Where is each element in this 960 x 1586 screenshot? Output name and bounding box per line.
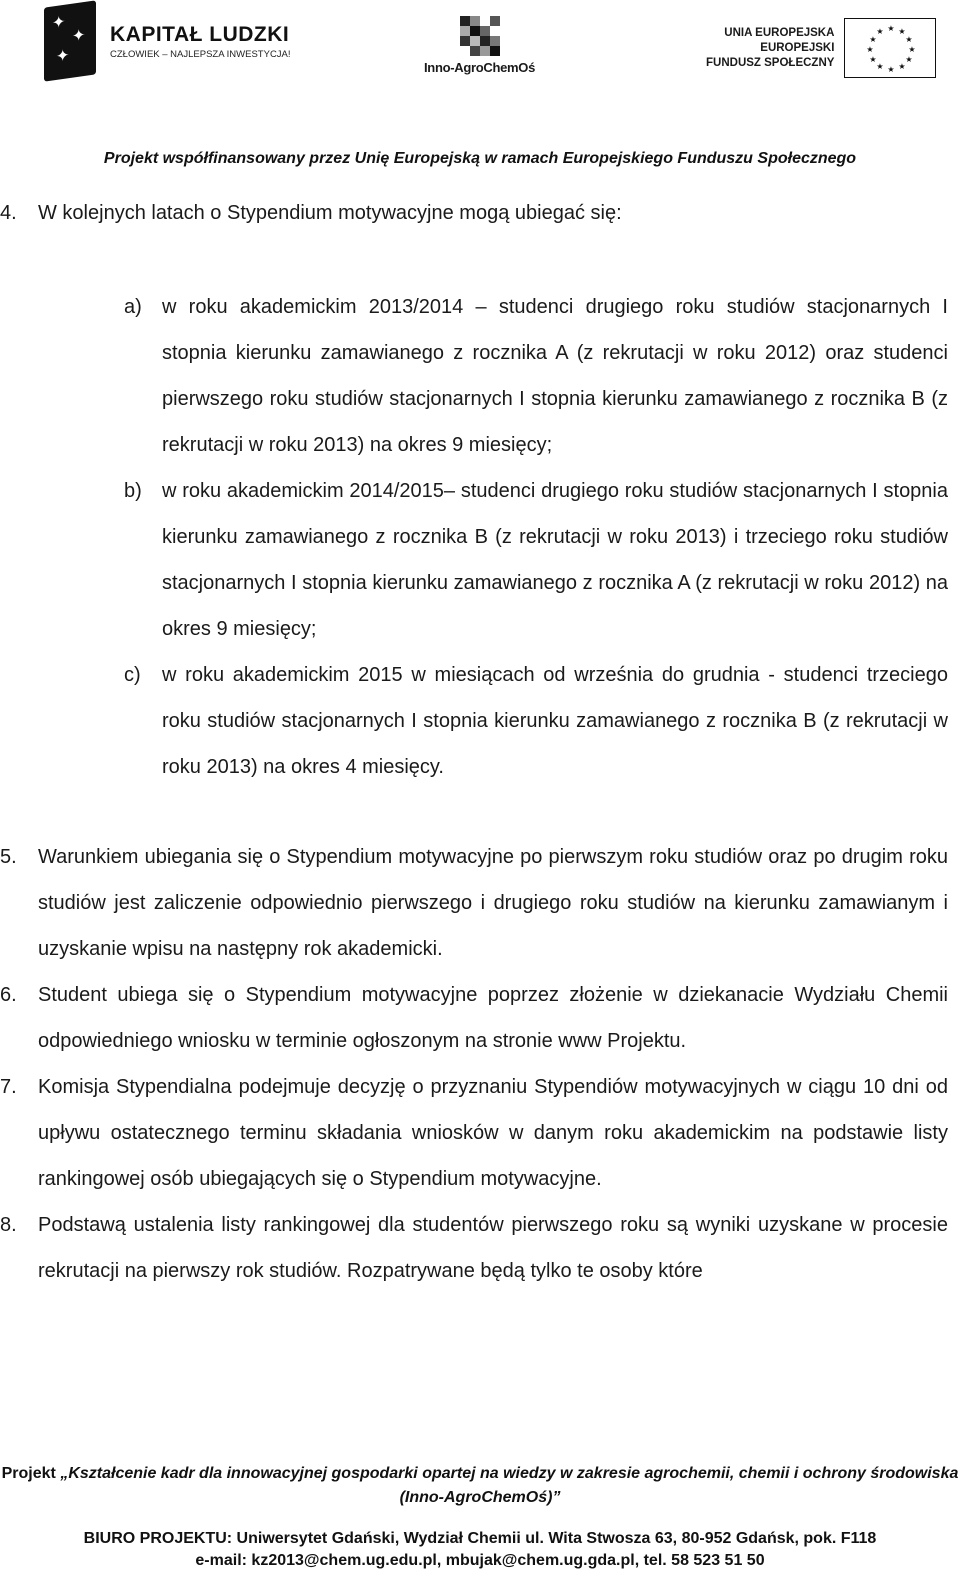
item-number: 7. <box>0 1076 17 1098</box>
sub-item-text: w roku akademickim 2014/2015– studenci drugiego roku studiów stacjonarnych I stopnia kierunku zamawianego z rocznika B (z rekrutacji w roku 2013) i trzeciego roku studiów stacjonarnych I stopnia kierunku zamawianego z rocznika A (z rekrutacji w roku 2012) na okres 9 miesięcy; <box>162 480 948 640</box>
footer-project-prefix: Projekt <box>1 1465 56 1482</box>
footer-project-title <box>0 1462 960 1510</box>
sub-list-item <box>0 284 960 468</box>
list-item <box>0 972 960 1064</box>
sub-list-item <box>0 652 960 790</box>
inno-agrochemos-name: Inno-AgroChemOś <box>424 60 536 75</box>
sub-item-text: w roku akademickim 2013/2014 – studenci drugiego roku studiów stacjonarnych I stopnia kierunku zamawianego z rocznika A (z rekrutacji w roku 2012) oraz studenci pierwszego roku studiów stacjonarnych I stopnia kierunku zamawianego z rocznika B (z rekrutacji w roku 2013) na okres 9 miesięcy; <box>162 296 948 456</box>
inno-agrochemos-logo <box>424 16 535 75</box>
sub-item-label: b) <box>124 480 142 502</box>
item-text: Warunkiem ubiegania się o Stypendium motywacyjne po pierwszym roku studiów oraz po drugim roku studiów jest zaliczenie odpowiednio pierwszego i drugiego roku studiów na kierunku zamawianym i uzyskanie wpisu na następny rok akademicki. <box>38 846 948 960</box>
ue-efs-logo <box>706 18 936 78</box>
list-item <box>0 190 960 236</box>
list-item <box>0 834 960 972</box>
footer-contact: e-mail: kz2013@chem.ug.edu.pl, mbujak@chem.ug.gda.pl, tel. 58 523 51 50 <box>195 1552 765 1569</box>
page-header <box>0 0 960 90</box>
inno-agrochemos-mosaic-icon <box>460 16 500 56</box>
ue-line-3: FUNDUSZ SPOŁECZNY <box>706 56 835 69</box>
document-body <box>0 190 960 1294</box>
sub-list-item <box>0 468 960 652</box>
cofinancing-note: Projekt współfinansowany przez Unię Europejską w ramach Europejskiego Funduszu Społecznego <box>103 150 857 167</box>
ue-line-1: UNIA EUROPEJSKA <box>724 26 835 39</box>
item-number: 6. <box>0 984 17 1006</box>
kapital-ludzki-emblem-icon: ✦ ✦ ✦ <box>44 0 96 81</box>
sub-item-label: a) <box>124 296 142 318</box>
item-text: Student ubiega się o Stypendium motywacyjne poprzez złożenie w dziekanacie Wydziału Chemii odpowiedniego wniosku w terminie ogłoszonym na stronie www Projektu. <box>38 984 948 1052</box>
item-text: Komisja Stypendialna podejmuje decyzję o przyznaniu Stypendiów motywacyjnych w ciągu 10 dni od upływu ostatecznego terminu składania wniosków w danym roku akademickim na podstawie listy rankingowej osób ubiegających się o Stypendium motywacyjne. <box>38 1076 948 1190</box>
sub-list <box>0 284 960 790</box>
sub-item-label: c) <box>124 664 141 686</box>
footer-office-address: BIURO PROJEKTU: Uniwersytet Gdański, Wydział Chemii ul. Wita Stwosza 63, 80-952 Gdańsk, pok. F118 <box>83 1530 877 1547</box>
kapital-ludzki-slogan: CZŁOWIEK – NAJLEPSZA INWESTYCJA! <box>110 48 291 60</box>
list-item <box>0 1202 960 1294</box>
list-item <box>0 1064 960 1202</box>
item-number: 4. <box>0 202 17 224</box>
sub-item-text: w roku akademickim 2015 w miesiącach od września do grudnia - studenci trzeciego roku studiów stacjonarnych I stopnia kierunku zamawianego z rocznika B (z rekrutacji w roku 2013) na okres 4 miesięcy. <box>162 664 948 778</box>
kapital-ludzki-logo <box>44 4 291 78</box>
ue-line-2: EUROPEJSKI <box>760 41 835 54</box>
item-text: Podstawą ustalenia listy rankingowej dla studentów pierwszego roku są wyniki uzyskane w procesie rekrutacji na pierwszy rok studiów. Rozpatrywane będą tylko te osoby które <box>38 1214 948 1282</box>
item-text: W kolejnych latach o Stypendium motywacyjne mogą ubiegać się: <box>38 202 622 224</box>
page-footer <box>0 1462 960 1572</box>
item-number: 5. <box>0 846 17 868</box>
kapital-ludzki-title: KAPITAŁ LUDZKI <box>110 22 290 46</box>
eu-flag-icon: ★ ★ ★ ★ ★ ★ ★ ★ ★ ★ ★ ★ <box>844 18 936 78</box>
item-number: 8. <box>0 1214 17 1236</box>
footer-project-name: „Kształcenie kadr dla innowacyjnej gospodarki opartej na wiedzy w zakresie agrochemii, chemii i ochrony środowiska (Inno-AgroChemOś)” <box>60 1465 959 1506</box>
